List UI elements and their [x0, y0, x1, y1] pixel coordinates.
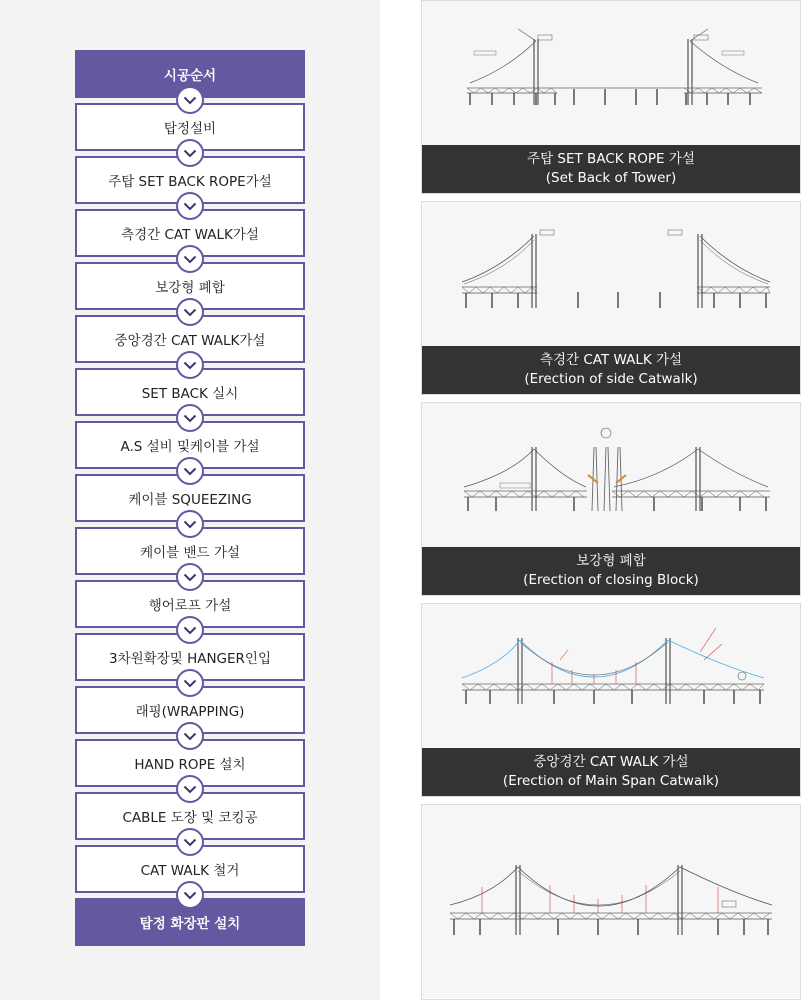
figure-card-main-catwalk — [421, 603, 801, 797]
figure-card-closing-block — [421, 402, 801, 596]
figure-caption — [422, 346, 800, 394]
chevron-down-icon — [176, 616, 204, 644]
chevron-down-icon — [176, 563, 204, 591]
flow-step: SET BACK 실시 — [75, 368, 305, 416]
chevron-down-icon — [176, 245, 204, 273]
flow-step: A.S 설비 및케이블 가설 — [75, 421, 305, 469]
figure-title: 측경간 CAT WALK 가설 — [539, 352, 683, 368]
figure-caption — [422, 145, 800, 193]
chevron-down-icon — [176, 86, 204, 114]
flow-step: 3차원확장및 HANGER인입 — [75, 633, 305, 681]
chevron-down-icon — [176, 881, 204, 909]
chevron-down-icon — [176, 139, 204, 167]
figure-caption — [422, 748, 800, 796]
chevron-down-icon — [176, 669, 204, 697]
chevron-down-icon — [176, 457, 204, 485]
figure-subtitle: (Erection of side Catwalk) — [524, 371, 698, 387]
chevron-down-icon — [176, 722, 204, 750]
figure-subtitle: (Erection of closing Block) — [523, 572, 699, 588]
figure-subtitle: (Erection of Main Span Catwalk) — [502, 773, 720, 789]
figure-card-hanger — [421, 804, 801, 1000]
flow-step: CABLE 도장 및 코킹공 — [75, 792, 305, 840]
chevron-down-icon — [176, 775, 204, 803]
main-catwalk-drawing — [422, 604, 800, 749]
flow-start: 시공순서 — [75, 50, 305, 98]
flow-step: 보강형 폐합 — [75, 262, 305, 310]
flow-step: 주탑 SET BACK ROPE가설 — [75, 156, 305, 204]
flow-step: CAT WALK 철거 — [75, 845, 305, 893]
set-back-drawing — [422, 1, 800, 146]
flow-step: HAND ROPE 설치 — [75, 739, 305, 787]
closing-block-drawing — [422, 403, 800, 548]
flow-step: 측경간 CAT WALK가설 — [75, 209, 305, 257]
chevron-down-icon — [176, 351, 204, 379]
figure-title: 보강형 폐합 — [576, 553, 646, 569]
figure-subtitle: (Set Back of Tower) — [545, 170, 677, 186]
figure-card-set-back — [421, 0, 801, 194]
flow-step: 중앙경간 CAT WALK가설 — [75, 315, 305, 363]
chevron-down-icon — [176, 192, 204, 220]
flow-end: 탑정 화장판 설치 — [75, 898, 305, 946]
flow-step: 래핑(WRAPPING) — [75, 686, 305, 734]
hanger-drawing — [422, 805, 800, 998]
process-panel — [0, 0, 380, 1000]
chevron-down-icon — [176, 828, 204, 856]
flow-step: 케이블 밴드 가설 — [75, 527, 305, 575]
chevron-down-icon — [176, 404, 204, 432]
chevron-down-icon — [176, 510, 204, 538]
figure-title: 주탑 SET BACK ROPE 가설 — [527, 151, 695, 167]
figure-caption — [422, 547, 800, 595]
figure-title: 중앙경간 CAT WALK 가설 — [533, 754, 689, 770]
chevron-down-icon — [176, 298, 204, 326]
figure-card-side-catwalk — [421, 201, 801, 395]
flow-step: 케이블 SQUEEZING — [75, 474, 305, 522]
flow-step: 탑정설비 — [75, 103, 305, 151]
flow-step: 행어로프 가설 — [75, 580, 305, 628]
side-catwalk-drawing — [422, 202, 800, 347]
